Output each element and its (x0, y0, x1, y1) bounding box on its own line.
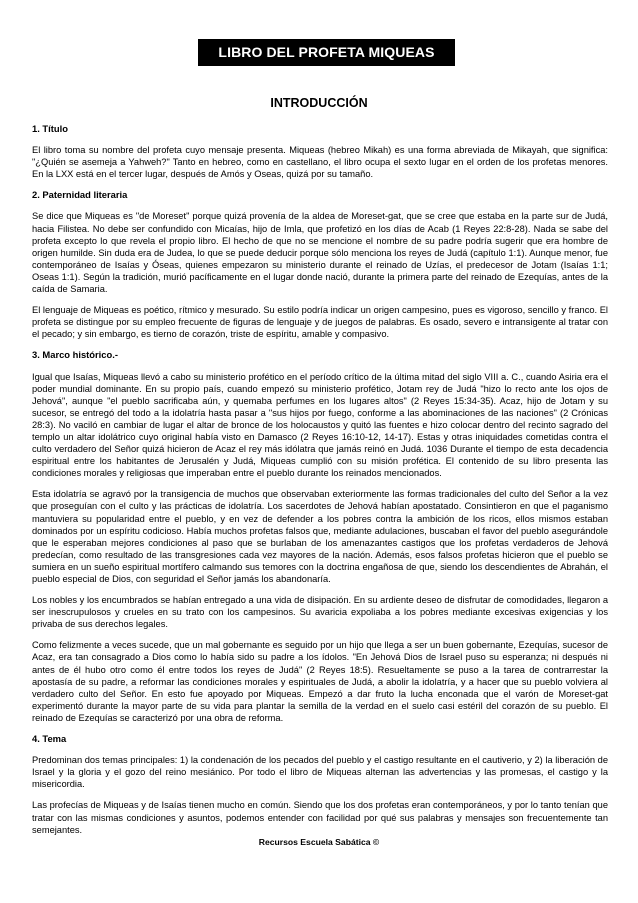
paragraph: Predominan dos temas principales: 1) la condenación de los pecados del pueblo y el castigo resultante en el cautiverio, y 2) la liberación de Israel y la gloria y el gozo del reino mesiánico. Por todo el libro de Miqueas alternan las advertencias y las promesas, el castigo y la misericordia. (32, 755, 608, 790)
paragraph: El libro toma su nombre del profeta cuyo mensaje presenta. Miqueas (hebreo Mikah) es una forma abreviada de Mikayah, que significa: "¿Quién se asemeja a Yahweh?" Tanto en hebreo, como en castellano, el libro ocupa el sexto lugar en el orden de los profetas menores. En la LXX está en el tercer lugar, después de Amós y Oseas, quizá por su tamaño. (32, 145, 608, 180)
section-heading-authorship: 2. Paternidad literaria (32, 189, 128, 201)
paragraph: Las profecías de Miqueas y de Isaías tienen mucho en común. Siendo que los dos profetas eran contemporáneos, y por lo tanto tenían que tratar con las mismas condiciones y asuntos, podemos entender con facilidad por qué sus palabras y mensajes son frecuentemente tan semejantes. (32, 800, 608, 835)
paragraph: Como felizmente a veces sucede, que un mal gobernante es seguido por un hijo que llega a ser un buen gobernante, Ezequías, sucesor de Acaz, era tan consagrado a Dios como lo había sido su padre a los ídolos. "En Jehová Dios de Israel puso su esperanza; ni después ni antes de él hubo otro como él entre todos los reyes de Judá" (2 Reyes 18:5). Resueltamente se puso a la tarea de contrarrestar la apostasía de su padre, a reformar las condiciones morales y espirituales de Judá, a abolir la idolatría, y a hacer que su pueblo volviera al verdadero culto del Señor. En esto fue apoyado por Miqueas. Empezó a dar fruto la lucha enconada que el varón de Moreset-gat experimentó durante la mayor parte de su vida para plantar la semilla de la verdad en el suelo casi estéril del corazón de su pueblo. El reinado de Ezequías se caracterizó por una obra de reforma. (32, 640, 608, 723)
document-body (32, 123, 608, 845)
book-title-banner (198, 39, 455, 66)
paragraph: El lenguaje de Miqueas es poético, rítmico y mesurado. Su estilo podría indicar un origen campesino, pues es vigoroso, sencillo y franco. El profeta se distingue por su empleo frecuente de figuras de lenguaje y de juegos de palabras. Es osado, severo e intransigente al tratar con el pecado; y sin embargo, es tierno de corazón, triste de espíritu, amable y compasivo. (32, 305, 608, 340)
book-title: LIBRO DEL PROFETA MIQUEAS (218, 44, 435, 60)
paragraph: Igual que Isaías, Miqueas llevó a cabo su ministerio profético en el período crítico de la última mitad del siglo VIII a. C., cuando Asiria era el poder mundial dominante. En su propio país, cuando empezó su ministerio profético, Jotam rey de Judá "hizo lo recto ante los ojos de Jehová", aunque "el pueblo sacrificaba aún, y quemaba perfumes en los lugares altos" (2 Reyes 15:34-35). Acaz, hijo de Jotam y su sucesor, se entregó del todo a la idolatría hasta pasar a "sus hijos por fuego, conforme a las abominaciones de las naciones" (2 Crónicas 28:3). No vaciló en cambiar de lugar el altar de bronce de los holocaustos y quitó las fuentes e hizo colocar dentro del recinto sagrado del templo un altar idolátrico cuyo original había visto en Damasco (2 Reyes 16:10-12, 14-17). Estas y otras iniquidades cometidas contra el culto verdadero del Señor quizá hicieron de Acaz el rey más idólatra que jamás reinó en Judá. 1036 Durante el tiempo de esta decadencia espiritual entre los habitantes de Jerusalén y Judá, Miqueas cumplió con su misión profética. El contenido de su libro presenta las condiciones morales y religiosas que imperaban entre el pueblo durante los reinados mencionados. (32, 371, 608, 479)
section-heading-theme: 4. Tema (32, 733, 67, 745)
footer-credit: Recursos Escuela Sabática © (258, 837, 380, 847)
paragraph: Se dice que Miqueas es "de Moreset" porque quizá provenía de la aldea de Moreset-gat, que se cree que estaba en la parte sur de Judá, hacia Filistea. No debe ser confundido con Micaías, hijo de Imla, que profetizó en los días de Acab (1 Reyes 22:8-28). Nada se sabe del profeta excepto lo que revela el propio libro. El hecho de que no se mencione el nombre de su padre podría sugerir que era hombre de origen humilde. Sin duda era de Judea, lo que se puede deducir porque sólo menciona los reyes de Judá (capítulo 1:1). Aunque menor, fue contemporáneo de Isaías y Óseas, quienes empezaron su ministerio durante el reinado de Uzías, el predecesor de Jotam (Isaías 1:1; Oseas 1:1). Según la tradición, murió pacíficamente en el lugar donde nació, durante la primera parte del reinado de Ezequías, antes de la caída de Samaria. (32, 211, 608, 295)
paragraph: Esta idolatría se agravó por la transigencia de muchos que observaban exteriormente las formas tradicionales del culto del Señor a la vez que proseguían con el culto y las prácticas de idolatría. Los sacerdotes de Jehová habían apostatado. Consintieron en que el paganismo mantuviera su popularidad entre el pueblo, y en vez de defender a los pobres contra la ambición de los ricos, ellos mismos estaban dominados por un espíritu codicioso. Había muchos profetas falsos que, mediante adulaciones, buscaban el favor del pueblo asegurándole que le esperaban mejores condiciones al paso que se burlaban de los amenazantes castigos que los profetas verdaderos de Jehová predecían, como resultado de las transgresiones cada vez mayores de la nación. Además, esos falsos profetas hicieron que el pueblo se sumiera en un sueño espiritual mortífero calmando sus temores con la doctrina engañosa de que, siendo los descendientes de Abrahán, el pueblo especial de Dios, con seguridad el Señor jamás los abandonaría. (32, 489, 608, 584)
section-heading-title: 1. Título (32, 123, 68, 134)
section-heading-historical-context: 3. Marco histórico.- (32, 349, 118, 361)
paragraph: Los nobles y los encumbrados se habían entregado a una vida de disipación. En su ardiente deseo de disfrutar de comodidades, llegaron a ser inescrupulosos y crueles en su trato con los campesinos. Su avaricia expoliaba a los pobres mediante excesivas exigencias y los privaba de sus derechos legales. (32, 595, 608, 630)
introduction-heading: INTRODUCCIÓN (270, 96, 368, 110)
